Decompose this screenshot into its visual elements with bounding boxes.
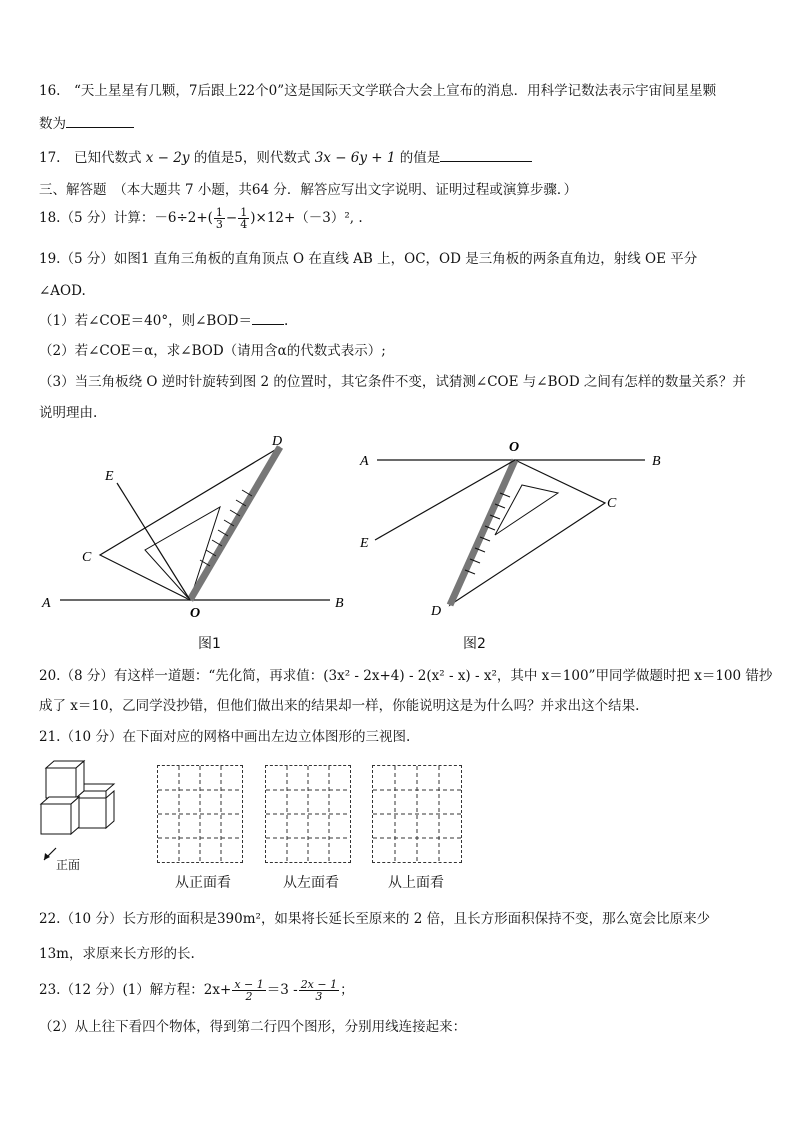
answer-blank: [440, 149, 532, 162]
q20-line2: 成了 x＝10，乙同学没抄错，但他们做出来的结果却一样，你能说明这是为什么吗？并求出这个结果.: [39, 698, 640, 714]
q19-line2: ∠AOD.: [39, 283, 86, 299]
q23-end: ；: [340, 982, 354, 998]
label-b: B: [335, 596, 344, 611]
q23-line1: [39, 975, 354, 1005]
grid-label-top: 从上面看: [388, 875, 444, 891]
figure-2: [355, 425, 695, 625]
numerator: 2x − 1: [300, 978, 338, 991]
cube-solid-figure: [36, 758, 116, 870]
label-e: E: [360, 536, 369, 551]
q17: [39, 149, 532, 167]
label-o: O: [509, 440, 520, 455]
numerator: 1: [215, 206, 223, 219]
q22-text-b: ，如果将长延长至原来的 2 倍，且长方形面积保持不变，那么宽会比原来少: [260, 911, 711, 927]
numerator: 1: [240, 206, 248, 219]
denominator: 4: [240, 218, 248, 231]
q19-sub1-text: （1）若∠COE＝40°，则∠BOD＝: [39, 313, 252, 329]
q18-fraction-1: [214, 207, 225, 230]
q18: [39, 205, 363, 231]
q22-line2: [39, 945, 195, 963]
grid-left[interactable]: [265, 765, 351, 863]
front-label: 正面: [56, 858, 81, 872]
denominator: 3: [315, 990, 323, 1003]
triangle-inner: [495, 485, 558, 535]
q23-text-a: 23.（12 分）(1）解方程：2x+: [39, 982, 232, 998]
label-e: E: [105, 469, 114, 484]
triangle-outer: [450, 460, 605, 605]
denominator: 3: [215, 218, 223, 231]
q17-text-a: 17. 已知代数式: [39, 150, 142, 166]
label-a: A: [360, 454, 369, 469]
q19-line1: 19.（5 分）如图1 直角三角板的直角顶点 O 在直线 AB 上，OC，OD 是三角板的两条直角边，射线 OE 平分: [39, 251, 698, 267]
q18-text-a: 18.（5 分）计算：－6÷2+(: [39, 210, 213, 226]
label-c: C: [607, 496, 617, 511]
q22-text-a: 22.（10 分）长方形的面积是: [39, 911, 217, 927]
q17-expr2: 3x − 6y + 1: [314, 150, 396, 166]
q23-part2: （2）从上往下看四个物体，得到第二行四个图形，分别用线连接起来：: [39, 1019, 467, 1035]
q16-line1: 16. “天上星星有几颗，7后跟上22个0”这是国际天文学联合大会上宣布的消息．用科学记数法表示宇宙间星星颗: [39, 83, 717, 99]
grid-lines: [158, 766, 242, 862]
figure-1-caption: 图1: [198, 636, 221, 652]
grid-front[interactable]: [157, 765, 243, 863]
label-b: B: [652, 454, 661, 469]
q19-sub2: （2）若∠COE＝α，求∠BOD（请用含α的代数式表示）;: [39, 343, 386, 359]
q22-area: 390m²: [216, 911, 261, 927]
figure-1: [30, 425, 360, 635]
figure-2-caption: 图2: [463, 636, 486, 652]
q17-text-c: 的值是: [399, 150, 441, 166]
q23-fraction-2: [299, 979, 339, 1002]
q18-fraction-2: [238, 207, 249, 230]
numerator: x − 1: [234, 978, 264, 991]
q18-text-b: )×12+（－3）², .: [250, 210, 363, 226]
grid-label-front: 从正面看: [175, 875, 231, 891]
grid-label-left: 从左面看: [283, 875, 339, 891]
q19-sub1: [39, 312, 288, 330]
q16-line2-text: 数为: [39, 116, 66, 132]
ray-oe: [117, 483, 190, 600]
label-c: C: [82, 550, 92, 565]
denominator: 2: [245, 990, 253, 1003]
q22-text-c: ，求原来长方形的长.: [68, 946, 195, 962]
ruler-edge: [190, 447, 280, 600]
q19-sub3-line2: 说明理由.: [39, 405, 98, 421]
q22-value: 13m: [39, 946, 69, 962]
q17-text-b: 的值是5，则代数式: [193, 150, 311, 166]
grid-lines: [266, 766, 350, 862]
q21-text: 21.（10 分）在下面对应的网格中画出左边立体图形的三视图.: [39, 729, 411, 745]
label-d: D: [431, 604, 442, 619]
q23-mid: ＝3 -: [266, 982, 298, 998]
q19-sub3-line1: （3）当三角板绕 O 逆时针旋转到图 2 的位置时，其它条件不变，试猜测∠COE 与∠BOD 之间有怎样的数量关系？并: [39, 374, 746, 390]
label-o: O: [190, 606, 201, 621]
label-d: D: [272, 434, 283, 449]
label-a: A: [42, 596, 51, 611]
q20-line1: 20.（8 分）有这样一道题：“先化简，再求值：(3x² - 2x+4) - 2(x² - x) - x²，其中 x＝100”甲同学做题时把 x＝100 错抄: [39, 668, 773, 684]
q19-sub1-end: .: [283, 313, 289, 329]
minus-sign: −: [225, 210, 238, 226]
answer-blank: [66, 115, 134, 128]
grid-top[interactable]: [372, 765, 462, 863]
section-heading: 三、解答题 （本大题共 7 小题，共64 分．解答应写出文字说明、证明过程或演算步骤．）: [39, 182, 578, 198]
q23-fraction-1: [232, 979, 265, 1002]
triangle-outer: [100, 447, 280, 600]
q16-line2: [39, 115, 134, 133]
q22-line1: [39, 910, 710, 928]
answer-blank: [252, 312, 284, 325]
arrow-head-icon: [44, 853, 50, 860]
q17-expr1: x − 2y: [145, 150, 190, 166]
grid-lines: [373, 766, 461, 862]
